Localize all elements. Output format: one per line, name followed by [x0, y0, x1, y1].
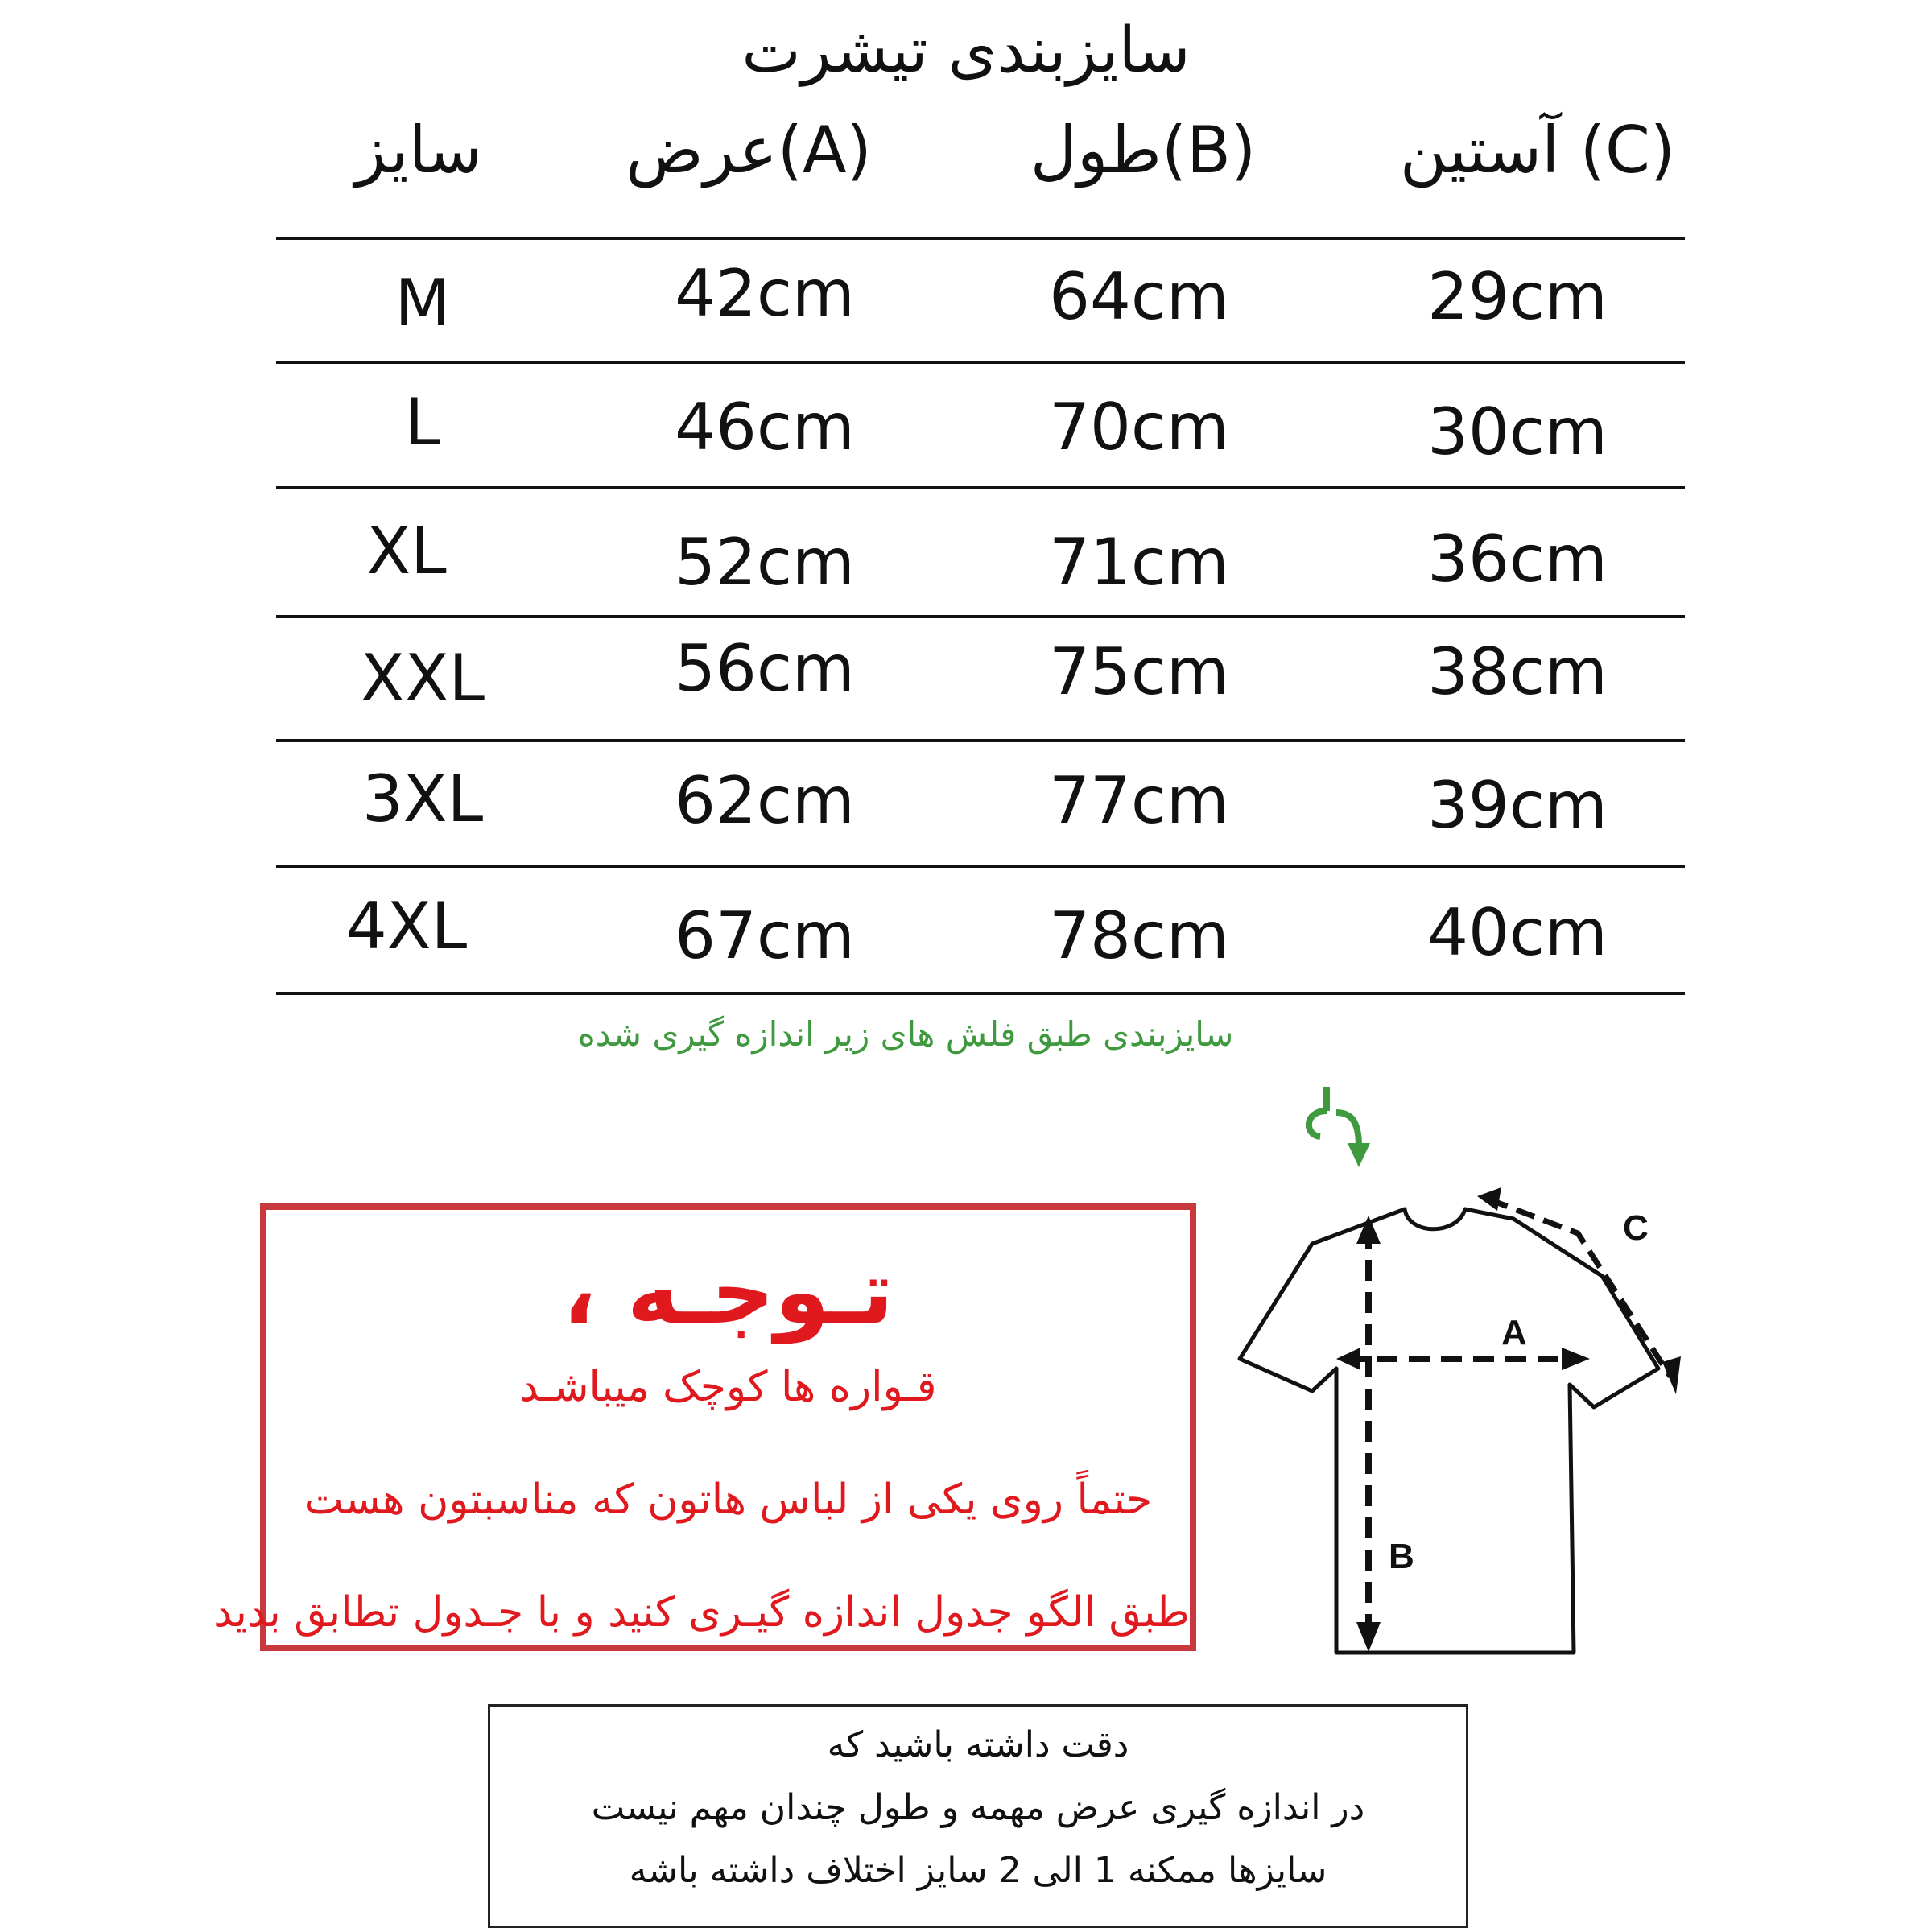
cell-size: XXL — [360, 641, 485, 716]
header-size: سایز — [355, 113, 482, 188]
header-sleeve: آستین (C) — [1399, 113, 1676, 188]
cell-size: M — [394, 266, 451, 341]
cell-sleeve: 29cm — [1427, 259, 1608, 334]
cell-size: 4XL — [345, 889, 468, 964]
cell-size: XL — [366, 514, 447, 588]
cell-sleeve: 40cm — [1427, 895, 1608, 970]
cell-length: 70cm — [1049, 390, 1229, 464]
cell-width: 46cm — [675, 390, 855, 464]
cell-sleeve: 38cm — [1427, 634, 1608, 709]
table-divider — [276, 992, 1685, 995]
cell-width: 56cm — [675, 631, 855, 706]
footer-note-line: در اندازه گیری عرض مهمه و طول چندان مهم نیست — [591, 1787, 1365, 1828]
attention-heading: تـوجـه ، — [562, 1241, 894, 1344]
table-divider — [276, 865, 1685, 868]
table-divider — [276, 739, 1685, 742]
measure-note: سایزبندی طبق فلش های زیر اندازه گیری شده — [577, 1014, 1234, 1054]
tshirt-diagram — [1224, 1183, 1707, 1666]
table-divider — [276, 361, 1685, 364]
label-b: B — [1389, 1537, 1414, 1576]
table-divider — [276, 237, 1685, 240]
attention-line: طبق الگو جدول اندازه گیـری کنید و با جـدول تطابق بدید — [213, 1588, 1190, 1637]
cell-length: 75cm — [1049, 634, 1229, 709]
footer-note-box — [488, 1704, 1468, 1928]
attention-line: حتماً روی یکی از لباس هاتون که مناسبتون هست — [303, 1476, 1153, 1524]
footer-note-line: دقت داشته باشید که — [827, 1724, 1129, 1765]
cell-width: 62cm — [675, 763, 855, 838]
cell-length: 77cm — [1049, 763, 1229, 838]
attention-line: قـواره ها کوچک میباشـد — [519, 1363, 937, 1411]
cell-width: 52cm — [675, 525, 855, 600]
cell-length: 71cm — [1049, 525, 1229, 600]
cell-width: 42cm — [675, 256, 855, 331]
header-width: عرض(A) — [625, 113, 872, 188]
cell-width: 67cm — [675, 898, 855, 973]
footer-note-line: سایزها ممکنه 1 الی 2 سایز اختلاف داشته باشه — [629, 1850, 1327, 1891]
label-c: C — [1623, 1208, 1649, 1248]
curved-arrow-icon — [1296, 1079, 1377, 1175]
cell-length: 64cm — [1049, 259, 1229, 334]
cell-length: 78cm — [1049, 898, 1229, 973]
table-divider — [276, 486, 1685, 489]
cell-size: L — [404, 385, 441, 460]
cell-sleeve: 30cm — [1427, 394, 1608, 469]
tshirt-outline-icon — [1240, 1209, 1658, 1653]
cell-size: 3XL — [361, 762, 484, 836]
page-title: سایزبندی تیشرت — [741, 14, 1191, 87]
header-length: طول(B) — [1030, 113, 1257, 188]
cell-sleeve: 36cm — [1427, 522, 1608, 597]
cell-sleeve: 39cm — [1427, 768, 1608, 843]
attention-box — [213, 1203, 1196, 1651]
label-a: A — [1501, 1313, 1527, 1352]
table-divider — [276, 615, 1685, 618]
